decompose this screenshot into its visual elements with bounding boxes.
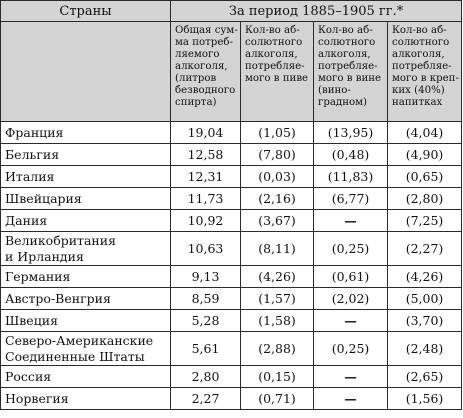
beer-cell: (1,05) <box>241 122 314 144</box>
wine-cell: (13,95) <box>314 122 388 144</box>
period-header: За период 1885–1905 гг.* <box>171 1 462 22</box>
country-cell: Германия <box>1 266 171 288</box>
table-row <box>1 232 462 266</box>
table-row <box>1 144 462 166</box>
wine-cell: (6,77) <box>314 188 388 210</box>
countries-header: Страны <box>1 1 171 22</box>
table-row <box>1 366 462 388</box>
wine-cell: (0,25) <box>314 232 388 266</box>
total-cell: 9,13 <box>171 266 241 288</box>
spirits-cell: (4,90) <box>388 144 462 166</box>
beer-cell: (1,57) <box>241 288 314 310</box>
wine-cell: — <box>314 388 388 410</box>
spirits-cell: (4,04) <box>388 122 462 144</box>
table-row <box>1 122 462 144</box>
country-cell: Италия <box>1 166 171 188</box>
table-row <box>1 288 462 310</box>
beer-cell: (1,58) <box>241 310 314 332</box>
wine-cell: (0,61) <box>314 266 388 288</box>
countries-header-blank <box>1 22 171 122</box>
total-cell: 8,59 <box>171 288 241 310</box>
beer-cell: (2,88) <box>241 332 314 366</box>
beer-alcohol-header: Кол-во аб- солютного алкоголя, потребляе- мого в пиве <box>241 22 314 122</box>
total-cell: 12,31 <box>171 166 241 188</box>
wine-cell: (0,48) <box>314 144 388 166</box>
table-body <box>1 122 462 410</box>
table-row <box>1 266 462 288</box>
spirits-cell: (4,26) <box>388 266 462 288</box>
spirits-cell: (1,56) <box>388 388 462 410</box>
country-cell: Россия <box>1 366 171 388</box>
table-row <box>1 210 462 232</box>
beer-cell: (3,67) <box>241 210 314 232</box>
country-cell: Бельгия <box>1 144 171 166</box>
spirits-cell: (2,65) <box>388 366 462 388</box>
total-cell: 2,80 <box>171 366 241 388</box>
total-cell: 10,63 <box>171 232 241 266</box>
beer-cell: (4,26) <box>241 266 314 288</box>
spirits-cell: (3,70) <box>388 310 462 332</box>
table-header <box>1 1 462 122</box>
spirits-cell: (0,65) <box>388 166 462 188</box>
total-cell: 2,27 <box>171 388 241 410</box>
beer-cell: (8,11) <box>241 232 314 266</box>
wine-cell: (11,83) <box>314 166 388 188</box>
wine-cell: — <box>314 310 388 332</box>
spirits-alcohol-header: Кол-во аб- солютного алкоголя, потребляе- мого в креп- ких (40%) напитках <box>388 22 462 122</box>
wine-cell: — <box>314 210 388 232</box>
table-row <box>1 388 462 410</box>
table-row <box>1 310 462 332</box>
spirits-cell: (2,80) <box>388 188 462 210</box>
total-cell: 5,61 <box>171 332 241 366</box>
wine-cell: (0,25) <box>314 332 388 366</box>
country-cell: Австро-Венгрия <box>1 288 171 310</box>
beer-cell: (0,15) <box>241 366 314 388</box>
beer-cell: (0,71) <box>241 388 314 410</box>
beer-cell: (0,03) <box>241 166 314 188</box>
spirits-cell: (2,48) <box>388 332 462 366</box>
country-cell: Норвегия <box>1 388 171 410</box>
country-cell: Великобритания и Ирландия <box>1 232 171 266</box>
table-row <box>1 188 462 210</box>
beer-cell: (2,16) <box>241 188 314 210</box>
country-cell: Франция <box>1 122 171 144</box>
spirits-cell: (2,27) <box>388 232 462 266</box>
spirits-cell: (7,25) <box>388 210 462 232</box>
spirits-cell: (5,00) <box>388 288 462 310</box>
beer-cell: (7,80) <box>241 144 314 166</box>
wine-cell: (2,02) <box>314 288 388 310</box>
total-cell: 11,73 <box>171 188 241 210</box>
total-cell: 5,28 <box>171 310 241 332</box>
table-row <box>1 332 462 366</box>
country-cell: Швеция <box>1 310 171 332</box>
country-cell: Северо-Американские Соединенные Штаты <box>1 332 171 366</box>
total-cell: 10,92 <box>171 210 241 232</box>
total-cell: 12,58 <box>171 144 241 166</box>
country-cell: Швейцария <box>1 188 171 210</box>
total-alcohol-header: Общая сум- ма потреб- ляемого алкоголя, (литров безводного спирта) <box>171 22 241 122</box>
table-row <box>1 166 462 188</box>
country-cell: Дания <box>1 210 171 232</box>
wine-alcohol-header: Кол-во аб- солютного алкоголя, потребляе- мого в вине (вино- градном) <box>314 22 388 122</box>
total-cell: 19,04 <box>171 122 241 144</box>
wine-cell: — <box>314 366 388 388</box>
